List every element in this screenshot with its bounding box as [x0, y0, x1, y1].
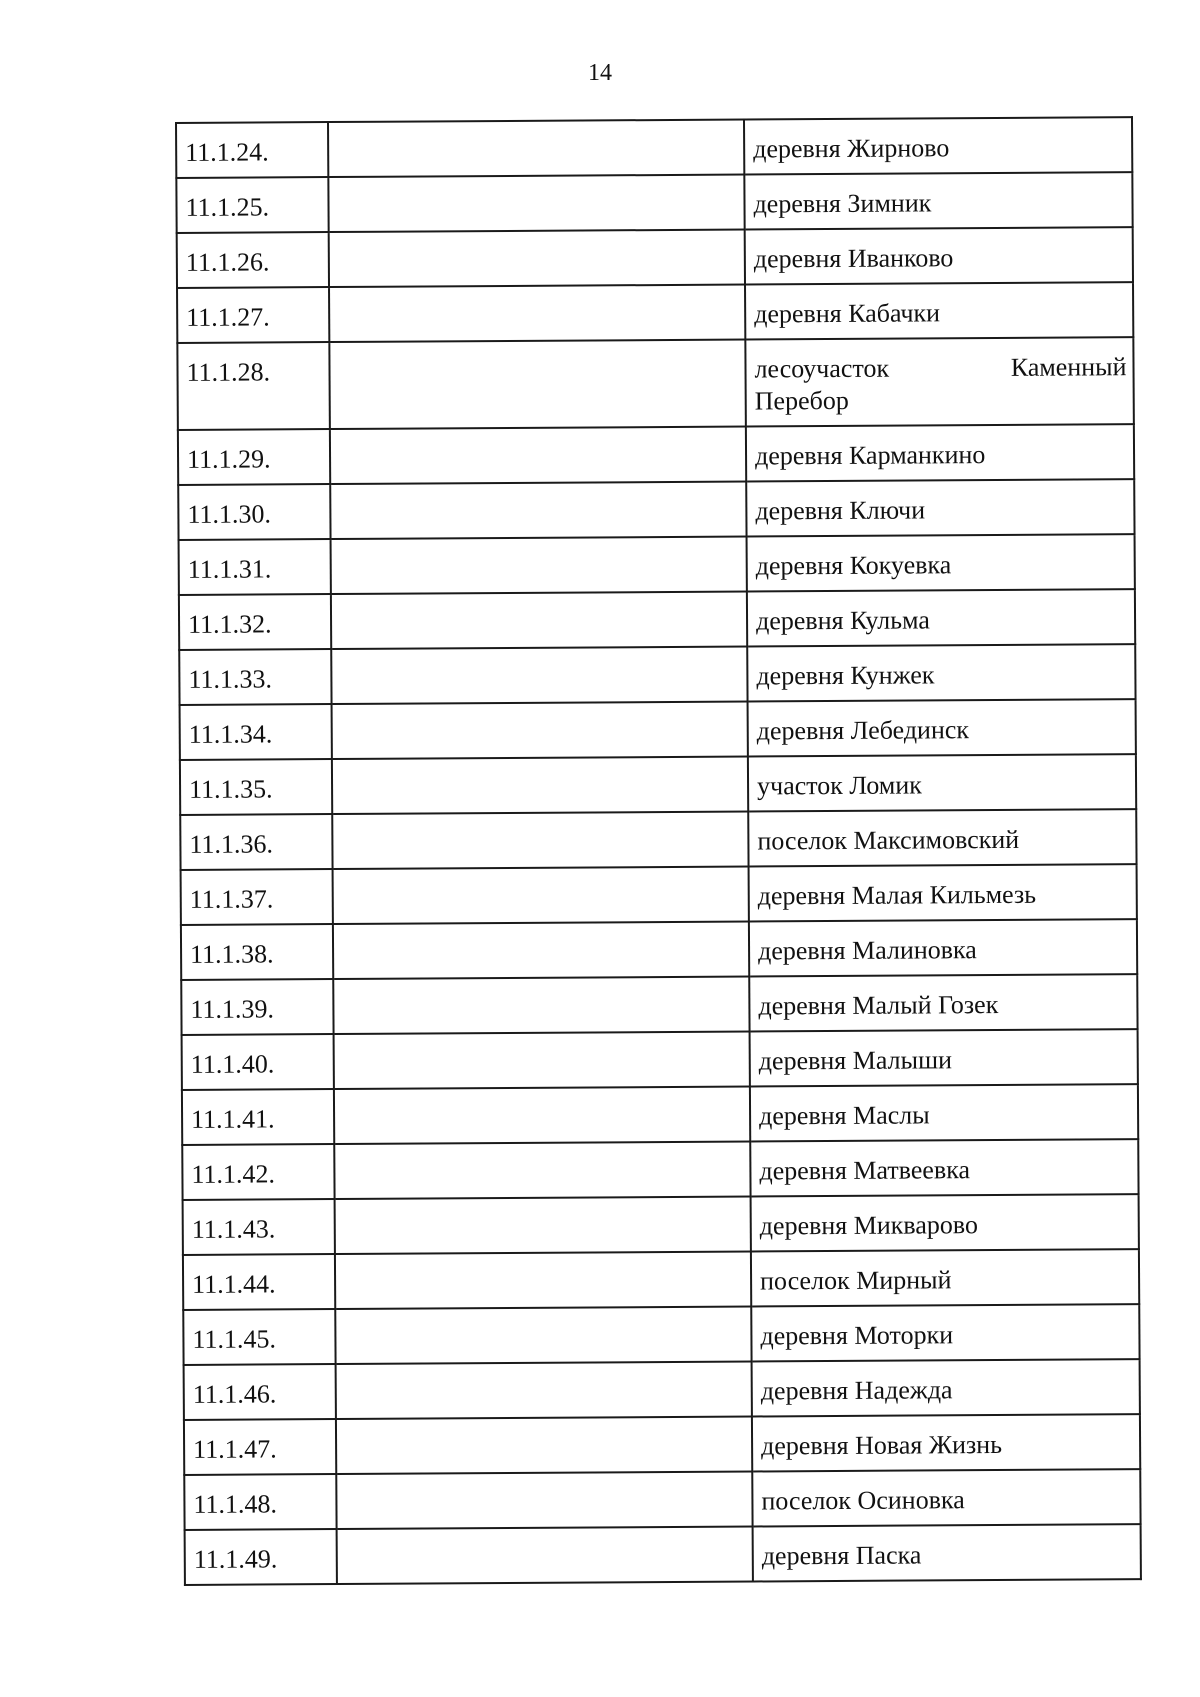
empty-cell [331, 537, 747, 595]
empty-cell [333, 977, 749, 1035]
row-number-cell: 11.1.29. [178, 429, 330, 485]
settlement-name-cell: деревня Кокуевка [747, 534, 1135, 591]
table-row [177, 282, 1133, 343]
table-row [178, 424, 1134, 485]
row-number-cell: 11.1.49. [185, 1529, 337, 1585]
empty-cell [334, 1142, 750, 1200]
empty-cell [336, 1417, 752, 1475]
empty-cell [331, 647, 747, 705]
table-row [178, 479, 1134, 540]
table-row [177, 227, 1133, 288]
table-row [180, 809, 1136, 870]
table-row [181, 919, 1137, 980]
table-row [182, 1139, 1138, 1200]
table-row [179, 644, 1135, 705]
settlement-name-cell: деревня Зимник [744, 172, 1132, 229]
row-number-cell: 11.1.37. [181, 869, 333, 925]
empty-cell [328, 120, 744, 178]
row-number-cell: 11.1.38. [181, 924, 333, 980]
settlement-name-word: лесоучасток [754, 353, 890, 384]
settlement-name-cell: деревня Малая Кильмезь [749, 864, 1137, 921]
empty-cell [332, 757, 748, 815]
row-number-cell: 11.1.43. [183, 1199, 335, 1255]
row-number-cell: 11.1.35. [180, 759, 332, 815]
empty-cell [330, 482, 746, 540]
settlement-name-cell: деревня Надежда [752, 1359, 1140, 1416]
settlement-name-cell: деревня Маслы [750, 1084, 1138, 1141]
settlements-table [175, 116, 1142, 1586]
empty-cell [331, 592, 747, 650]
settlement-name-cell: деревня Кабачки [745, 282, 1133, 339]
settlement-name-cell: деревня Новая Жизнь [752, 1414, 1140, 1471]
settlement-name-cell: поселок Осиновка [752, 1469, 1140, 1526]
empty-cell [335, 1252, 751, 1310]
table-row [183, 1194, 1139, 1255]
empty-cell [336, 1471, 752, 1529]
page-number: 14 [588, 60, 612, 86]
table-row [182, 1084, 1138, 1145]
settlement-name-cell [745, 337, 1134, 426]
settlement-name-cell: деревня Иванково [745, 227, 1133, 284]
row-number-cell: 11.1.46. [184, 1364, 336, 1420]
row-number-cell: 11.1.45. [183, 1309, 335, 1365]
empty-cell [334, 1032, 750, 1090]
settlement-name-cell: деревня Малый Гозек [749, 974, 1137, 1031]
empty-cell [328, 175, 744, 233]
empty-cell [329, 285, 745, 343]
table-row [176, 172, 1132, 233]
settlement-name-cell: деревня Кунжек [747, 644, 1135, 701]
row-number-cell: 11.1.36. [180, 814, 332, 870]
settlement-name-cell: деревня Паска [753, 1524, 1141, 1581]
table-row [180, 699, 1136, 760]
settlement-name-line [754, 351, 1126, 385]
table-row [177, 337, 1134, 430]
row-number-cell: 11.1.44. [183, 1254, 335, 1310]
table-row [181, 864, 1137, 925]
row-number-cell: 11.1.24. [176, 122, 328, 178]
empty-cell [334, 1087, 750, 1145]
row-number-cell: 11.1.32. [179, 594, 331, 650]
settlement-name-cell: поселок Мирный [751, 1249, 1139, 1306]
table-row [181, 974, 1137, 1035]
settlement-name-cell: деревня Моторки [751, 1304, 1139, 1361]
table-row [184, 1469, 1140, 1530]
row-number-cell: 11.1.33. [179, 649, 331, 705]
row-number-cell: 11.1.47. [184, 1419, 336, 1475]
row-number-cell: 11.1.26. [177, 232, 329, 288]
row-number-cell: 11.1.48. [184, 1474, 336, 1530]
row-number-cell: 11.1.41. [182, 1089, 334, 1145]
settlements-table-body [176, 117, 1141, 1585]
empty-cell [333, 922, 749, 980]
table-row [184, 1359, 1140, 1420]
table-row [180, 754, 1136, 815]
settlement-name-cell: деревня Кульма [747, 589, 1135, 646]
settlement-name-cell: деревня Ключи [746, 479, 1134, 536]
table-row [179, 589, 1135, 650]
table-row [179, 534, 1135, 595]
row-number-cell: 11.1.30. [178, 484, 330, 540]
row-number-cell: 11.1.39. [181, 979, 333, 1035]
empty-cell [333, 867, 749, 925]
settlement-name-cell: поселок Максимовский [748, 809, 1136, 866]
settlement-name-cell: деревня Жирново [744, 117, 1132, 174]
settlement-name-word: Каменный [1010, 352, 1127, 382]
row-number-cell: 11.1.27. [177, 287, 329, 343]
settlement-name-cell: деревня Карманкино [746, 424, 1134, 481]
empty-cell [336, 1362, 752, 1420]
row-number-cell: 11.1.25. [176, 177, 328, 233]
settlement-name-cell: деревня Малыши [750, 1029, 1138, 1086]
row-number-cell: 11.1.40. [182, 1034, 334, 1090]
settlement-name-cell: деревня Малиновка [749, 919, 1137, 976]
settlement-name-cell: деревня Матвеевка [750, 1139, 1138, 1196]
settlement-name-cell: участок Ломик [748, 754, 1136, 811]
empty-cell [330, 427, 746, 485]
row-number-cell: 11.1.34. [180, 704, 332, 760]
settlement-name-cell: деревня Микварово [751, 1194, 1139, 1251]
empty-cell [332, 812, 748, 870]
empty-cell [329, 230, 745, 288]
row-number-cell: 11.1.31. [179, 539, 331, 595]
empty-cell [329, 340, 746, 430]
empty-cell [337, 1526, 753, 1584]
row-number-cell: 11.1.42. [182, 1144, 334, 1200]
table-row [185, 1524, 1141, 1585]
settlement-name-line: Перебор [754, 385, 849, 416]
empty-cell [335, 1307, 751, 1365]
empty-cell [332, 702, 748, 760]
table-row [184, 1414, 1140, 1475]
table-row [183, 1249, 1139, 1310]
settlement-name-cell: деревня Лебединск [748, 699, 1136, 756]
table-row [176, 117, 1132, 178]
empty-cell [335, 1197, 751, 1255]
table-row [183, 1304, 1139, 1365]
row-number-cell: 11.1.28. [177, 342, 330, 430]
table-row [182, 1029, 1138, 1090]
